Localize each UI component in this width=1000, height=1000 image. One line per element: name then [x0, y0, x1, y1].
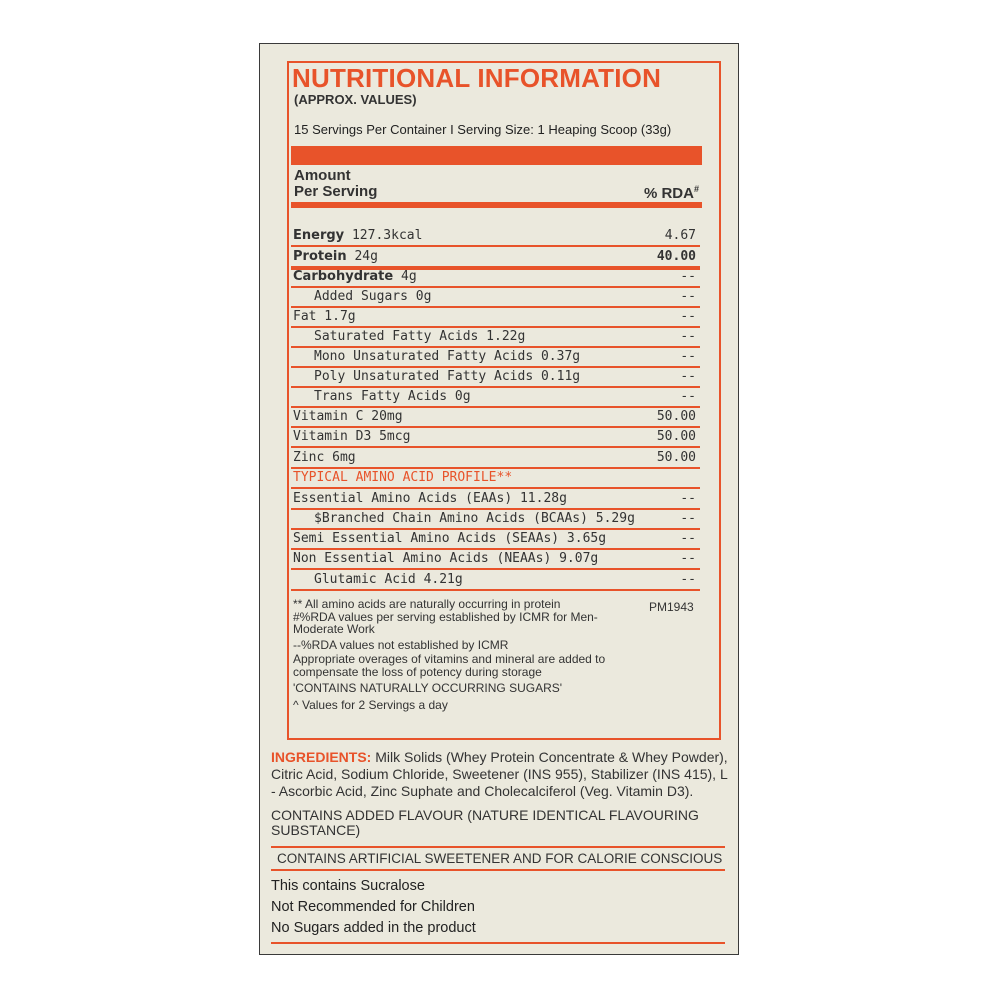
footnote: Appropriate overages of vitamins and mineral are added to compensate the loss of potency during storage [293, 652, 606, 679]
amino-row [291, 571, 700, 591]
nutrient-name: Saturated Fatty Acids 1.22g [314, 329, 526, 344]
nutrient-row [291, 408, 700, 428]
bottom-statements [271, 876, 476, 939]
header-divider-medium [291, 202, 702, 208]
label-title: NUTRITIONAL INFORMATION [292, 63, 662, 93]
nutrient-row [291, 268, 700, 288]
amino-heading-text: TYPICAL AMINO ACID PROFILE** [293, 470, 513, 485]
nutrient-name: Zinc 6mg [293, 450, 356, 465]
footnote: 'CONTAINS NATURALLY OCCURRING SUGARS' [293, 681, 563, 695]
nutrient-row [291, 449, 700, 469]
footnote: --%RDA values not established by ICMR [293, 637, 509, 652]
amino-name: Essential Amino Acids (EAAs) 11.28g [293, 491, 567, 506]
statement-line: No Sugars added in the product [271, 920, 476, 936]
nutrient-name: Poly Unsaturated Fatty Acids 0.11g [314, 369, 581, 384]
nutrient-rda: -- [680, 289, 696, 304]
nutrient-name [293, 248, 378, 266]
nutrient-rda: -- [680, 349, 696, 364]
nutrient-rda: -- [680, 309, 696, 324]
footnote: ** All amino acids are naturally occurring in protein [293, 597, 561, 611]
amino-name: Semi Essential Amino Acids (SEAAs) 3.65g [293, 531, 607, 546]
nutrient-name: Vitamin C 20mg [293, 409, 403, 424]
ingredients-block [271, 749, 731, 800]
nutrient-amount: 24g [346, 249, 378, 264]
serving-info: 15 Servings Per Container I Serving Size: 1 Heaping Scoop (33g) [294, 122, 672, 137]
amino-row [291, 510, 700, 530]
amino-rda: -- [680, 491, 696, 506]
nutrient-name: Mono Unsaturated Fatty Acids 0.37g [314, 349, 581, 364]
amino-rda: -- [680, 531, 696, 546]
nutrient-rda: -- [680, 389, 696, 404]
nutrient-name: Trans Fatty Acids 0g [314, 389, 471, 404]
nutrient-name: Added Sugars 0g [314, 289, 432, 304]
ingredients-label: INGREDIENTS: [271, 749, 372, 765]
ingredients-text: Milk Solids (Whey Protein Concentrate & Whey Powder), Citric Acid, Sodium Chloride, Sweetener (INS 955), Stabilizer (INS 415), L - Ascorbic Acid, Zinc Suphate and Cholecalciferol (Veg. Vitamin D3). [271, 749, 728, 799]
nutrient-name [293, 268, 417, 286]
nutrient-row [291, 308, 700, 328]
amount-label: Amount [294, 167, 351, 184]
rda-mark: # [693, 184, 699, 194]
nutrient-name: Fat 1.7g [293, 309, 356, 324]
divider [271, 942, 725, 944]
rda-header [644, 184, 699, 202]
nutrient-amount: 4g [393, 269, 417, 284]
amino-rda: -- [680, 572, 696, 587]
amino-name: $Branched Chain Amino Acids (BCAAs) 5.29g [314, 511, 635, 526]
amino-name: Glutamic Acid 4.21g [314, 572, 463, 587]
product-code: PM1943 [649, 600, 694, 614]
per-serving-label: Per Serving [294, 183, 378, 200]
amino-name: Non Essential Amino Acids (NEAAs) 9.07g [293, 551, 599, 566]
amino-row [291, 550, 700, 570]
amino-rda: -- [680, 551, 696, 566]
label-subtitle: (APPROX. VALUES) [294, 92, 417, 107]
nutrient-name [293, 227, 422, 245]
sweetener-notice: CONTAINS ARTIFICIAL SWEETENER AND FOR CALORIE CONSCIOUS [277, 851, 723, 866]
nutrient-row [291, 248, 700, 270]
divider [271, 846, 725, 848]
footnote: ^ Values for 2 Servings a day [293, 697, 448, 712]
nutrient-rda: -- [680, 369, 696, 384]
statement-line: This contains Sucralose [271, 878, 425, 894]
nutrient-row [291, 348, 700, 368]
amount-per-serving-header [294, 168, 377, 200]
nutrient-row [291, 288, 700, 308]
nutrient-row [291, 388, 700, 408]
nutrient-rda: -- [680, 269, 696, 284]
amino-profile-heading [291, 469, 700, 489]
nutrient-row [291, 328, 700, 348]
nutrient-label: Carbohydrate [293, 269, 394, 284]
rda-label: % RDA [643, 185, 694, 202]
nutrient-label: Energy [293, 228, 345, 243]
nutrient-rda: 50.00 [656, 429, 696, 444]
nutrient-row [291, 227, 700, 247]
statement-line: Not Recommended for Children [271, 899, 475, 915]
nutrient-label: Protein [293, 249, 347, 264]
divider [271, 869, 725, 871]
footnote: #%RDA values per serving established by ICMR for Men-Moderate Work [293, 609, 598, 636]
nutrient-rda: 50.00 [656, 450, 696, 465]
nutrient-rda: -- [680, 329, 696, 344]
nutrient-name: Vitamin D3 5mcg [293, 429, 411, 444]
nutrient-row [291, 428, 700, 448]
nutrient-row [291, 368, 700, 388]
nutrient-rda: 4.67 [664, 228, 696, 243]
nutrient-amount: 127.3kcal [344, 228, 423, 243]
amino-row [291, 490, 700, 510]
amino-rda: -- [680, 511, 696, 526]
flavour-statement: CONTAINS ADDED FLAVOUR (NATURE IDENTICAL FLAVOURING SUBSTANCE) [271, 807, 699, 838]
amino-row [291, 530, 700, 550]
nutrient-rda: 50.00 [656, 409, 696, 424]
footnotes [293, 598, 623, 711]
nutrient-rda: 40.00 [656, 249, 696, 264]
header-divider-thick [291, 146, 702, 165]
